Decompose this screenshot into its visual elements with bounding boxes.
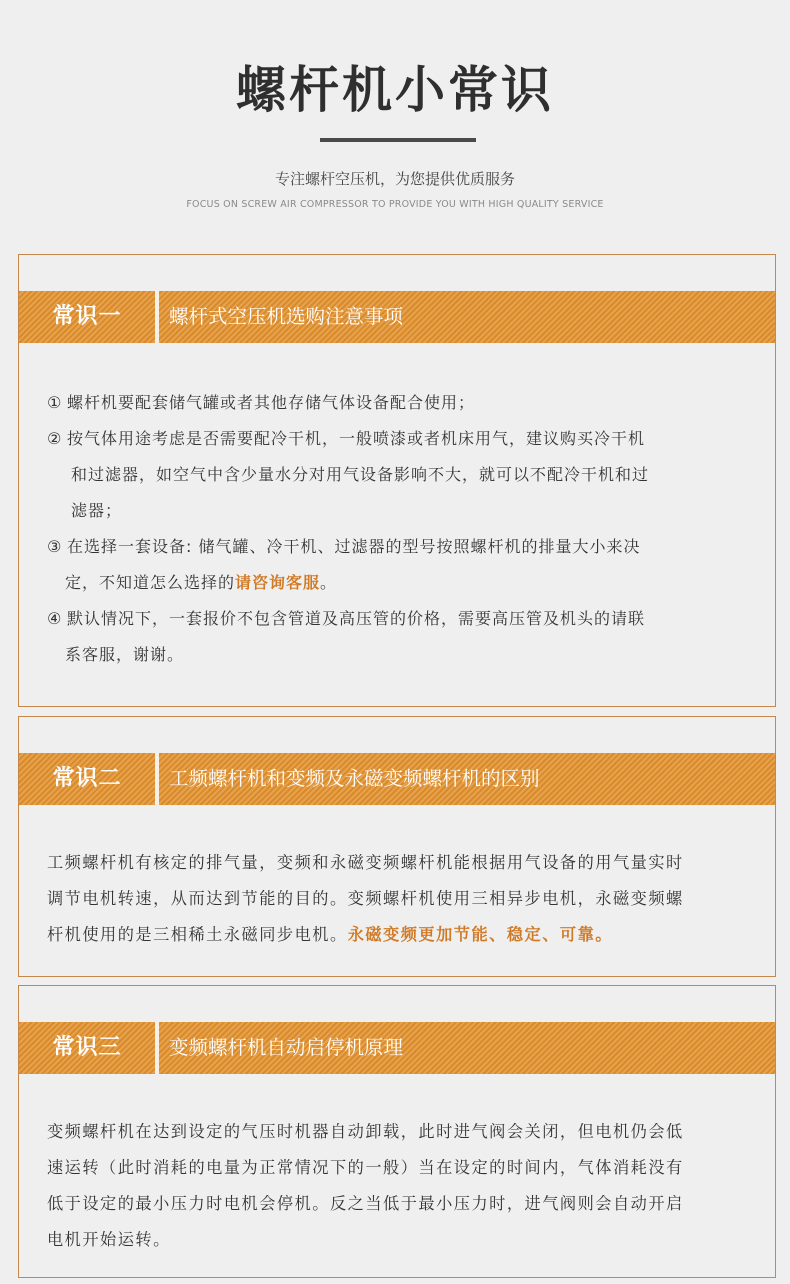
- list-item: [47, 385, 649, 421]
- item-text: 螺杆机要配套储气罐或者其他存储气体设备配合使用；: [67, 393, 476, 412]
- paragraph-line: 变频螺杆机在达到设定的气压时机器自动卸载，此时进气阀会关闭，但电机仍会低: [47, 1122, 684, 1141]
- section-heading-3: 变频螺杆机自动启停机原理: [169, 1036, 404, 1059]
- section-paragraph-3: [47, 1114, 763, 1258]
- section-heading-2: 工频螺杆机和变频及永磁变频螺杆机的区别: [169, 767, 540, 790]
- item-number: ④: [47, 609, 63, 628]
- item-text: 系客服，谢谢。: [65, 645, 185, 664]
- section-tag-1: 常识一: [52, 304, 122, 329]
- section-tag-3: 常识三: [52, 1035, 122, 1060]
- list-item: [47, 421, 649, 529]
- item-text: 按气体用途考虑是否需要配冷干机，一般喷漆或者机床用气，建议购买冷干机: [67, 429, 646, 448]
- paragraph-line: 速运转（此时消耗的电量为正常情况下的一般）当在设定的时间内，气体消耗没有: [47, 1158, 684, 1177]
- highlight-text: 永磁变频更加节能、稳定、可靠。: [347, 925, 613, 944]
- contact-service-link[interactable]: 请咨询客服: [235, 573, 321, 592]
- list-item: [47, 601, 649, 673]
- banner-separator: [155, 291, 159, 343]
- item-number: ②: [47, 429, 63, 448]
- paragraph-line: 电机开始运转。: [47, 1230, 171, 1249]
- paragraph-line: 杆机使用的是三相稀土永磁同步电机。: [47, 925, 348, 944]
- subtitle-chinese: 专注螺杆空压机，为您提供优质服务: [274, 170, 515, 188]
- item-text: 滤器；: [71, 501, 123, 520]
- title-divider: [320, 138, 476, 142]
- item-number: ③: [47, 537, 63, 556]
- paragraph-line: 低于设定的最小压力时电机会停机。反之当低于最小压力时，进气阀则会自动开启: [47, 1194, 684, 1213]
- section-paragraph-2: [47, 845, 763, 953]
- tips-list: [47, 385, 649, 673]
- paragraph-line: 工频螺杆机有核定的排气量，变频和永磁变频螺杆机能根据用气设备的用气量实时: [47, 853, 684, 872]
- item-number: ①: [47, 393, 63, 412]
- item-text: 默认情况下，一套报价不包含管道及高压管的价格，需要高压管及机头的请联: [67, 609, 646, 628]
- item-text: 和过滤器，如空气中含少量水分对用气设备影响不大，就可以不配冷干机和过: [71, 465, 650, 484]
- item-text: 定，不知道怎么选择的: [65, 573, 236, 592]
- tip-card-1: [18, 254, 776, 707]
- item-text: 。: [320, 573, 338, 592]
- subtitle-english: FOCUS ON SCREW AIR COMPRESSOR TO PROVIDE YOU WITH HIGH QUALITY SERVICE: [186, 199, 604, 210]
- list-item: [47, 529, 649, 601]
- item-text: 在选择一套设备: 储气罐、冷干机、过滤器的型号按照螺杆机的排量大小来决: [67, 537, 641, 556]
- tip-card-3: [18, 985, 776, 1278]
- section-tag-2: 常识二: [52, 766, 122, 791]
- paragraph-line: 调节电机转速，从而达到节能的目的。变频螺杆机使用三相异步电机，永磁变频螺: [47, 889, 684, 908]
- section-banner-3: [19, 1022, 775, 1074]
- page-title: 螺杆机小常识: [236, 61, 554, 119]
- section-heading-1: 螺杆式空压机选购注意事项: [169, 305, 404, 328]
- tip-card-2: [18, 716, 776, 977]
- section-banner-2: [19, 753, 775, 805]
- section-banner-1: [19, 291, 775, 343]
- banner-separator: [155, 753, 159, 805]
- banner-separator: [155, 1022, 159, 1074]
